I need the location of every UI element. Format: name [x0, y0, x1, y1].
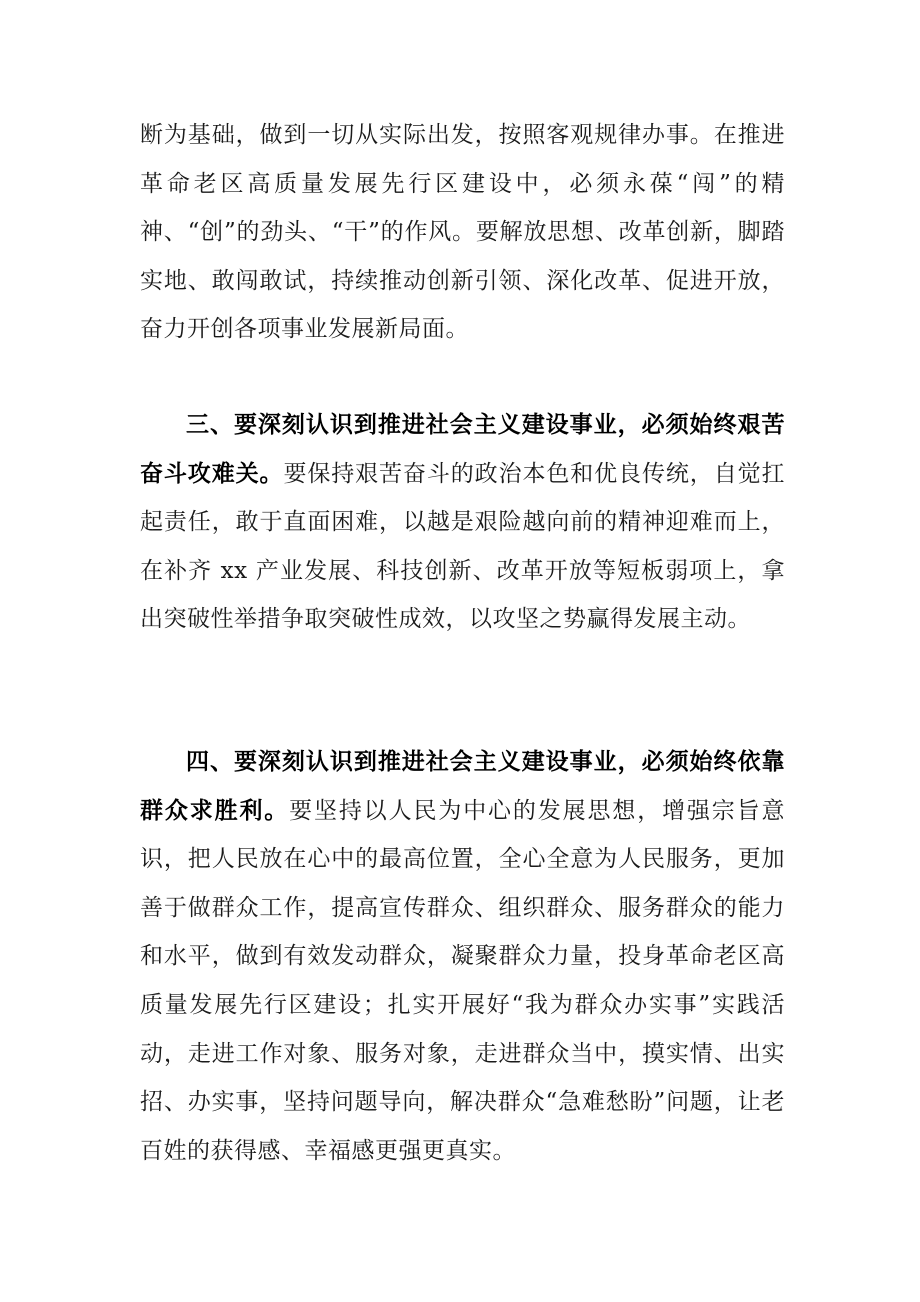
paragraph-3-body: 要坚持以人民为中心的发展思想，增强宗旨意识，把人民放在心中的最高位置，全心全意为人民服务，更加善于做群众工作，提高宣传群众、组织群众、服务群众的能力和水平，做到有效发动群众，凝聚群众力量，投身革命老区高质量发展先行区建设；扎实开展好“我为群众办实事”实践活动，走进工作对象、服务对象，走进群众当中，摸实情、出实招、办实事，坚持问题导向，解决群众“急难愁盼”问题，让老百姓的获得感、幸福感更强更真实。	[140, 797, 786, 1164]
paragraph-3	[140, 738, 785, 1175]
paragraph-2-body: 要保持艰苦奋斗的政治本色和优良传统，自觉扛起责任，敢于直面困难，以越是艰险越向前的精神迎难而上，在补齐 xx 产业发展、科技创新、改革开放等短板弱项上，拿出突破性举措争取突破性成效，以攻坚之势赢得发展主动。	[140, 460, 786, 633]
paragraph-1-body: 断为基础，做到一切从实际出发，按照客观规律办事。在推进革命老区高质量发展先行区建设中，必须永葆“闯”的精神、“创”的劲头、“干”的作风。要解放思想、改革创新，脚踏实地、敢闯敢试，持续推动创新引领、深化改革、促进开放，奋力开创各项事业发展新局面。	[140, 122, 785, 343]
paragraph-2	[140, 401, 785, 644]
section-heading-3: 三、要深刻认识到推进社会主义建设事业，必须始终艰苦奋斗攻难关。	[140, 411, 785, 487]
section-heading-4: 四、要深刻认识到推进社会主义建设事业，必须始终依靠群众求胜利。	[140, 748, 785, 824]
paragraph-1	[140, 111, 785, 354]
